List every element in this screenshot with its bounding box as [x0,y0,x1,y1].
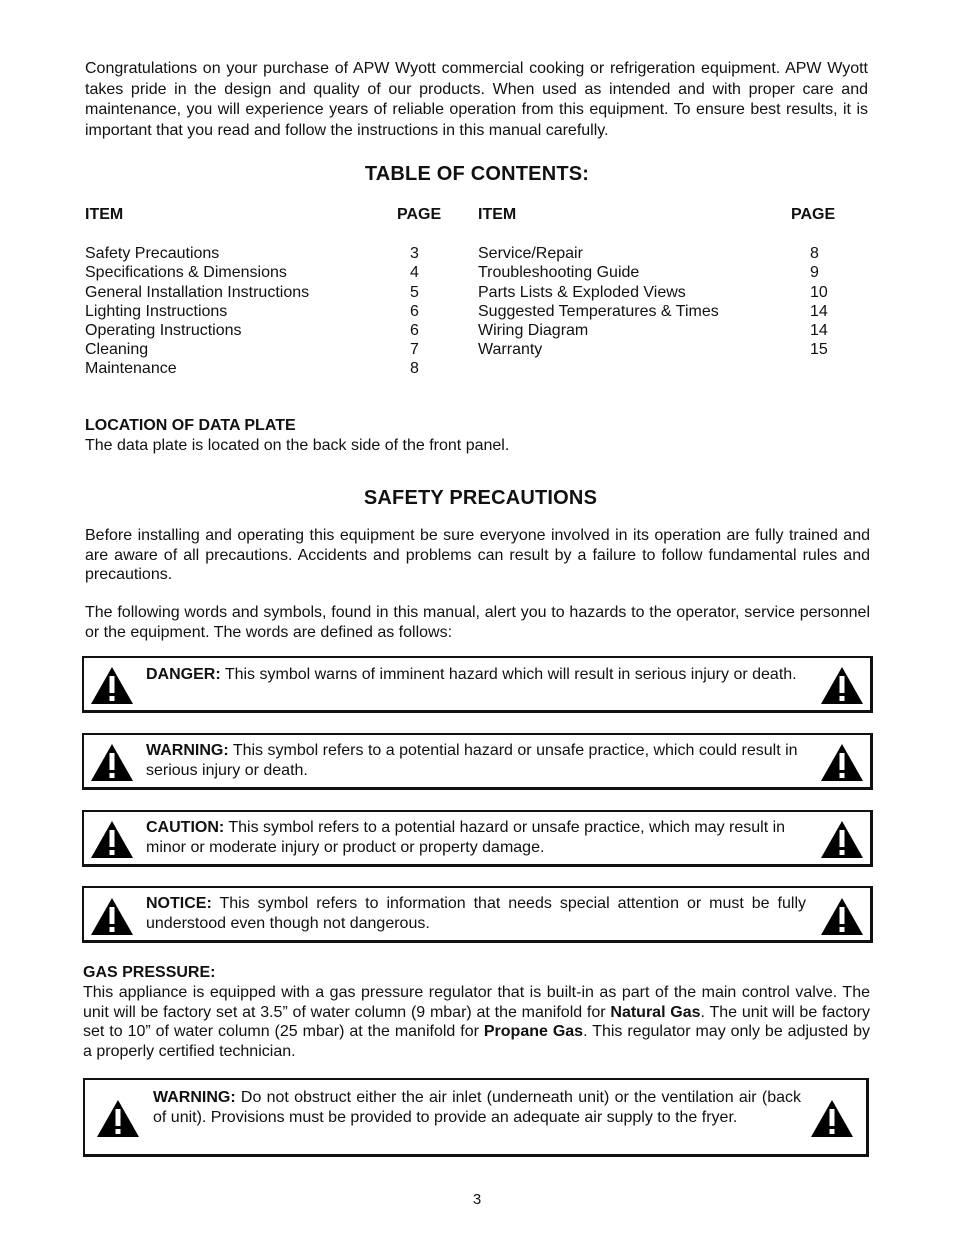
caution-description: This symbol refers to a potential hazard or unsafe practice, which may result in minor or moderate injury or product or property damage. [146,819,786,856]
toc-entry-label: Warranty [478,341,543,358]
toc-entry-page: 14 [810,322,828,339]
propane-gas-label: Propane Gas [483,1023,584,1040]
toc-page-header-right: PAGE [791,206,836,223]
safety-title: SAFETY PRECAUTIONS [363,487,598,509]
danger-notice-text [146,665,806,685]
toc-entry-label: Lighting Instructions [85,303,228,320]
toc-entry-label: General Installation Instructions [85,284,310,301]
danger-label: DANGER: [146,666,221,683]
toc-entry-page: 4 [410,264,419,281]
caution-notice-text [146,818,806,857]
warning-triangle-icon [90,896,134,936]
toc-entry-label: Service/Repair [478,245,583,262]
warning-triangle-icon [90,742,134,782]
toc-entry-label: Safety Precautions [85,245,220,262]
gas-text-part: . This regulator may only be adjusted by a properly certified technician. [83,1023,871,1060]
toc-entry-page: 14 [810,303,828,320]
warning-notice-box [82,733,873,790]
notice-notice-box [82,886,873,943]
air-supply-warning-text [153,1088,801,1127]
toc-entry-page: 9 [810,264,819,281]
toc-entry-page: 10 [810,284,828,301]
warning-triangle-icon [90,819,134,859]
toc-entry-label: Specifications & Dimensions [85,264,287,281]
toc-entry-page: 3 [410,245,419,262]
danger-notice-box [82,656,873,713]
toc-entry[interactable] [478,283,686,302]
warning-triangle-icon [820,819,864,859]
toc-entry-page: 5 [410,284,419,301]
gas-pressure-heading: GAS PRESSURE: [83,964,216,981]
natural-gas-label: Natural Gas [610,1003,701,1021]
warning-notice-text [146,741,806,780]
toc-item-header-left: ITEM [85,206,124,223]
intro-paragraph: Congratulations on your purchase of APW Wyott commercial cooking or refrigeration equipment. APW Wyott takes pride in the design and quality of our products. When used as intended and with proper care and maintenance, you will experience years of reliable operation from this equipment. To ensure best results, it is important that you read and follow the instructions in this manual carefully. [85,60,868,139]
safety-paragraph-1: Before installing and operating this equipment be sure everyone involved in its operation are fully trained and are aware of all precautions. Accidents and problems can result by a failure to follow fundamental rules and precautions. [85,527,870,583]
toc-entry-label: Operating Instructions [85,322,242,339]
safety-paragraph-2: The following words and symbols, found in this manual, alert you to hazards to the operator, service personnel or the equipment. The words are defined as follows: [85,604,870,641]
warning-triangle-icon [96,1098,140,1138]
gas-text-part: . The unit will be factory set to 10” of water column (25 mbar) at the manifold for [83,1003,871,1040]
toc-entry[interactable] [85,263,287,282]
toc-entry[interactable] [478,244,583,263]
warning-description: This symbol refers to a potential hazard or unsafe practice, which could result in serious injury or death. [146,742,798,779]
notice-label: NOTICE: [146,895,212,912]
warning-triangle-icon [820,896,864,936]
toc-entry-label: Troubleshooting Guide [478,264,640,281]
data-plate-heading: LOCATION OF DATA PLATE [85,417,296,434]
notice-description: This symbol refers to information that needs special attention or must be fully understood even though not dangerous. [146,895,806,932]
toc-entry[interactable] [478,321,588,340]
toc-entry-page: 15 [810,341,828,358]
toc-entry-page: 8 [810,245,819,262]
toc-entry-label: Cleaning [85,341,149,358]
toc-entry-label: Suggested Temperatures & Times [478,303,719,320]
toc-entry-page: 6 [410,322,419,339]
toc-entry[interactable] [85,359,177,378]
toc-entry[interactable] [85,340,148,359]
final-warning-description: Do not obstruct either the air inlet (underneath unit) or the ventilation air (back of unit). Provisions must be provided to provide an adequate air supply to the fryer. [153,1089,801,1126]
final-warning-label: WARNING: [153,1089,236,1106]
warning-triangle-icon [90,665,134,705]
toc-entry[interactable] [478,340,542,359]
toc-entry[interactable] [478,302,719,321]
toc-title: TABLE OF CONTENTS: [364,163,590,185]
toc-entry[interactable] [85,283,309,302]
toc-entry-page: 6 [410,303,419,320]
notice-notice-text [146,894,806,933]
warning-triangle-icon [810,1098,854,1138]
toc-page-header-left: PAGE [397,206,442,223]
toc-entry[interactable] [85,321,242,340]
toc-entry-label: Wiring Diagram [478,322,589,339]
gas-pressure-text [83,983,870,1061]
caution-label: CAUTION: [146,819,225,836]
toc-entry[interactable] [478,263,639,282]
toc-entry[interactable] [85,302,227,321]
toc-entry-label: Parts Lists & Exploded Views [478,284,686,301]
data-plate-text: The data plate is located on the back side of the front panel. [85,437,510,454]
warning-triangle-icon [820,742,864,782]
page-number: 3 [472,1191,482,1208]
air-supply-warning-box [83,1078,869,1157]
gas-text-part: This appliance is equipped with a gas pressure regulator that is built-in as part of the main control valve. The unit will be factory set at 3.5” of water column (9 mbar) at the manifold for [83,984,870,1021]
danger-description: This symbol warns of imminent hazard which will result in serious injury or death. [220,666,797,683]
toc-entry-page: 7 [410,341,419,358]
toc-entry-label: Maintenance [85,360,177,377]
caution-notice-box [82,810,873,867]
warning-triangle-icon [820,665,864,705]
warning-label: WARNING: [146,742,229,759]
toc-entry[interactable] [85,244,219,263]
toc-item-header-right: ITEM [478,206,517,223]
toc-entry-page: 8 [410,360,419,377]
